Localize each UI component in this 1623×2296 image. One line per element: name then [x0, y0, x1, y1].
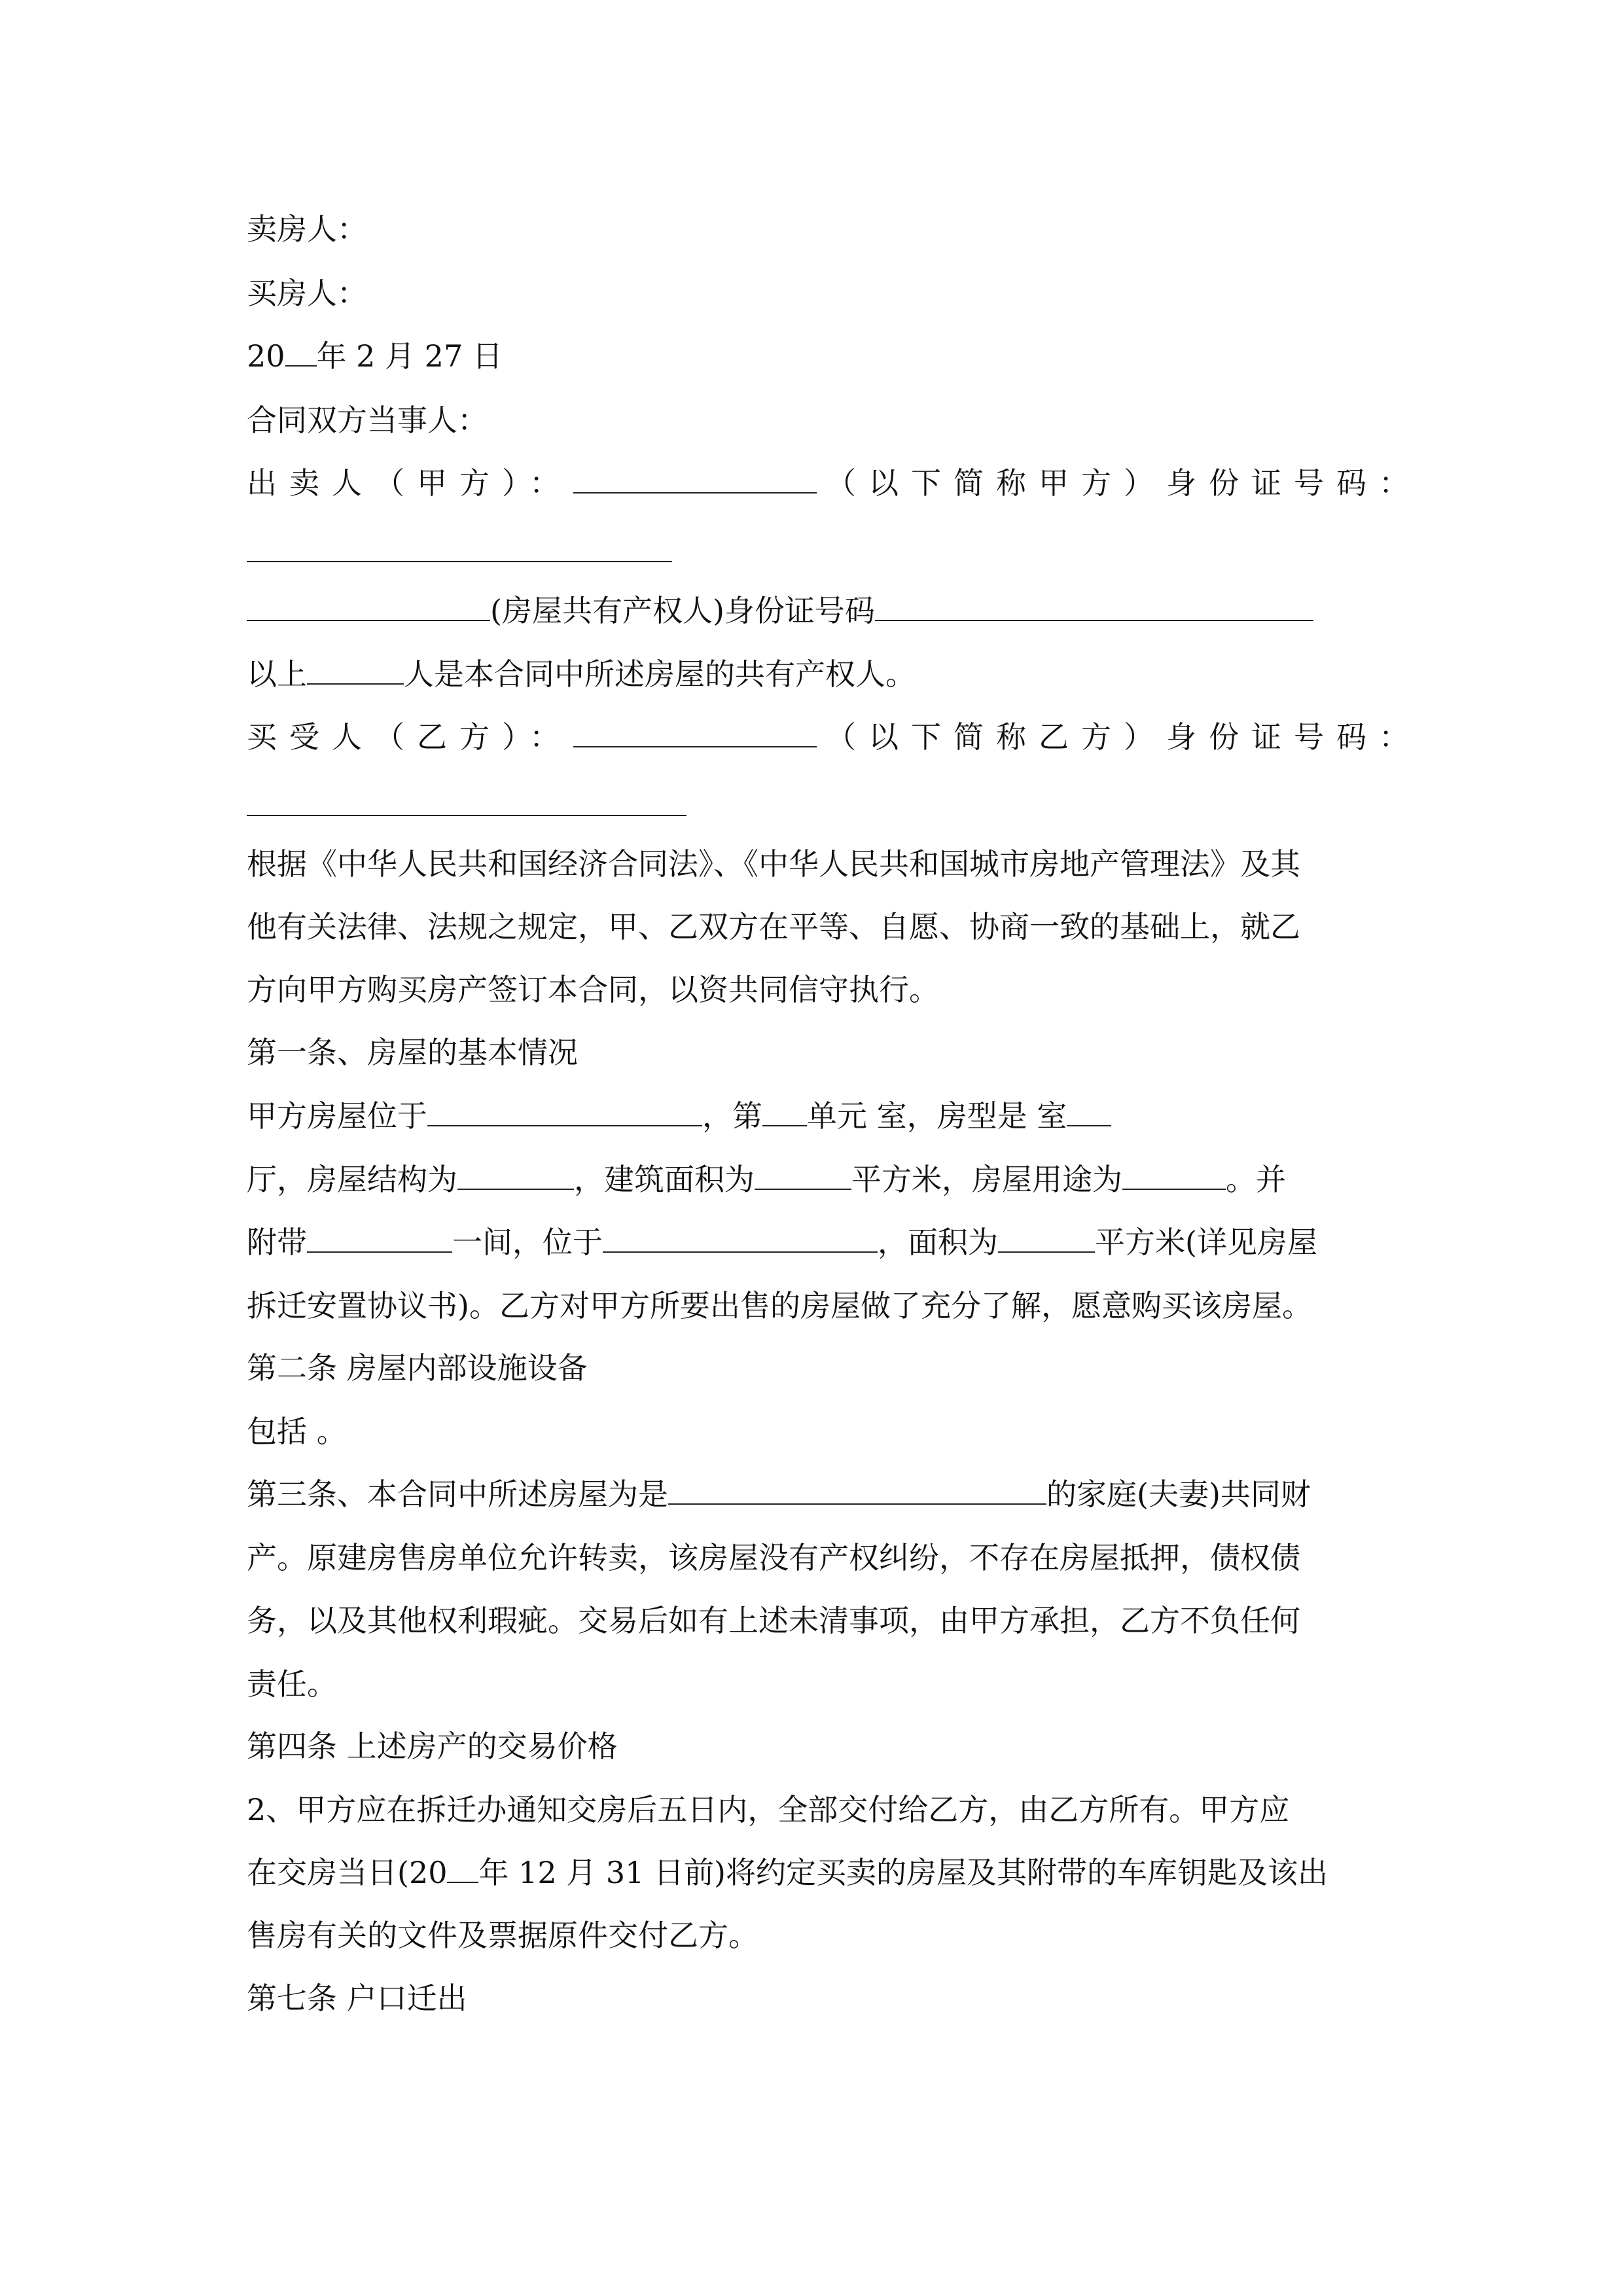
co-owners-suffix: 人是本合同中所述房屋的共有产权人。 — [404, 656, 916, 692]
clause-2-text-1: 2、甲方应在拆迁办通知交房后五日内，全部交付给乙方，由乙方所有。甲方应 — [247, 1792, 1290, 1827]
clause-2-line-2 — [247, 1853, 1328, 1892]
attached-location-blank[interactable] — [603, 1223, 878, 1253]
article-3-label: 第三条、本合同中所述房屋为是 — [247, 1477, 668, 1512]
contract-date — [247, 336, 503, 376]
article-3-text-3: 务，以及其他权利瑕疵。交易后如有上述未清事项，由甲方承担，乙方不负任何 — [247, 1603, 1300, 1638]
article-1-line-4-text: 拆迁安置协议书)。乙方对甲方所要出售的房屋做了充分了解，愿意购买该房屋。 — [247, 1288, 1312, 1323]
party-b-name-blank[interactable] — [573, 717, 817, 747]
article-4-heading — [247, 1727, 618, 1766]
date-rest: 年 2 月 27 日 — [316, 338, 503, 374]
article-2-body — [247, 1412, 347, 1451]
attached-area-label: ，面积为 — [878, 1225, 998, 1260]
article-1-line-3 — [247, 1223, 1317, 1262]
party-b-id-blank[interactable] — [247, 815, 687, 816]
buyer-label-text: 买房人： — [247, 276, 367, 311]
handover-date-rest: 年 12 月 31 日前)将约定买卖的房屋及其附带的车库钥匙及该出 — [478, 1855, 1328, 1890]
preamble-text-2: 他有关法律、法规之规定，甲、乙双方在平等、自愿、协商一致的基础上，就乙 — [247, 909, 1300, 944]
attached-area-suffix: 平方米(详见房屋 — [1095, 1225, 1317, 1260]
handover-year-blank[interactable] — [447, 1853, 478, 1883]
party-b-id-label: （以下简称乙方）身份证号码： — [826, 719, 1421, 755]
preamble-text-3: 方向甲方购买房产签订本合同，以资共同信守执行。 — [247, 972, 939, 1007]
article-3-line-4 — [247, 1664, 337, 1704]
preamble-line-2 — [247, 907, 1300, 946]
article-7-heading — [247, 1979, 467, 2018]
buyer-label — [247, 274, 367, 313]
preamble-text-1: 根据《中华人民共和国经济合同法》、《中华人民共和国城市房地产管理法》及其 — [247, 846, 1300, 882]
co-owner-id-blank[interactable] — [875, 591, 1313, 621]
rooms-blank[interactable] — [1067, 1096, 1111, 1126]
attached-area-blank[interactable] — [998, 1223, 1095, 1253]
article-2-body-text: 包括 。 — [247, 1414, 347, 1449]
owner-family-blank[interactable] — [668, 1475, 1046, 1505]
party-b-label: 买受人（乙方）： — [247, 719, 572, 755]
article-1-line-4 — [247, 1286, 1312, 1325]
party-a-id-blank[interactable] — [247, 561, 672, 562]
seller-label — [247, 209, 367, 249]
attached-label: 附带 — [247, 1225, 307, 1260]
article-3-text-4: 责任。 — [247, 1666, 337, 1702]
article-1-heading-text: 第一条、房屋的基本情况 — [247, 1035, 578, 1070]
party-b-line — [247, 717, 1421, 757]
clause-2-line-1 — [247, 1790, 1289, 1829]
article-1-line-2 — [247, 1160, 1286, 1199]
co-owners-statement — [247, 655, 916, 694]
article-3-suffix: 的家庭(夫妻)共同财 — [1046, 1477, 1311, 1512]
clause-2-text-3: 售房有关的文件及票据原件交付乙方。 — [247, 1918, 758, 1953]
article-3-line-2 — [247, 1538, 1300, 1577]
co-owner-id-label: (房屋共有产权人)身份证号码 — [490, 593, 875, 628]
location-label: 甲方房屋位于 — [247, 1098, 427, 1134]
article-1-line-1 — [247, 1096, 1111, 1136]
area-blank[interactable] — [755, 1160, 851, 1190]
handover-date-prefix: 在交房当日(20 — [247, 1855, 448, 1890]
attached-location-label: 一间，位于 — [452, 1225, 603, 1260]
co-owners-prefix: 以上 — [247, 656, 307, 692]
room-type-label: 单元 室，房型是 室 — [807, 1098, 1067, 1134]
unit-blank[interactable] — [762, 1096, 807, 1126]
preamble-line-3 — [247, 970, 939, 1009]
article-7-heading-text: 第七条 户口迁出 — [247, 1981, 467, 2016]
party-a-line — [247, 463, 1421, 503]
party-a-name-blank[interactable] — [573, 463, 817, 493]
year-blank[interactable] — [285, 336, 317, 367]
parties-heading — [247, 401, 488, 440]
co-owners-count-blank[interactable] — [307, 655, 404, 685]
structure-blank[interactable] — [457, 1160, 574, 1190]
article-4-heading-text: 第四条 上述房产的交易价格 — [247, 1729, 618, 1764]
usage-suffix: 。并 — [1226, 1162, 1286, 1197]
structure-label: 厅，房屋结构为 — [247, 1162, 457, 1197]
unit-prefix: ，第 — [702, 1098, 762, 1134]
preamble-line-1 — [247, 844, 1300, 884]
co-owner-name-blank[interactable] — [247, 591, 490, 621]
co-owner-line — [247, 591, 1313, 630]
article-3-line-3 — [247, 1601, 1300, 1640]
article-2-heading — [247, 1348, 588, 1388]
article-1-heading — [247, 1033, 578, 1072]
location-blank[interactable] — [427, 1096, 702, 1126]
date-year-prefix: 20 — [247, 338, 285, 374]
clause-2-line-3 — [247, 1916, 758, 1955]
parties-heading-text: 合同双方当事人： — [247, 403, 488, 438]
usage-label: 平方米，房屋用途为 — [851, 1162, 1122, 1197]
article-2-heading-text: 第二条 房屋内部设施设备 — [247, 1350, 588, 1386]
seller-label-text: 卖房人： — [247, 211, 367, 247]
article-3-line-1 — [247, 1475, 1311, 1514]
attached-item-blank[interactable] — [307, 1223, 452, 1253]
party-a-label: 出卖人（甲方）： — [247, 465, 572, 501]
area-label: ，建筑面积为 — [574, 1162, 755, 1197]
usage-blank[interactable] — [1122, 1160, 1226, 1190]
party-a-id-label: （以下简称甲方）身份证号码： — [826, 465, 1421, 501]
article-3-text-2: 产。原建房售房单位允许转卖，该房屋没有产权纠纷，不存在房屋抵押，债权债 — [247, 1540, 1300, 1575]
